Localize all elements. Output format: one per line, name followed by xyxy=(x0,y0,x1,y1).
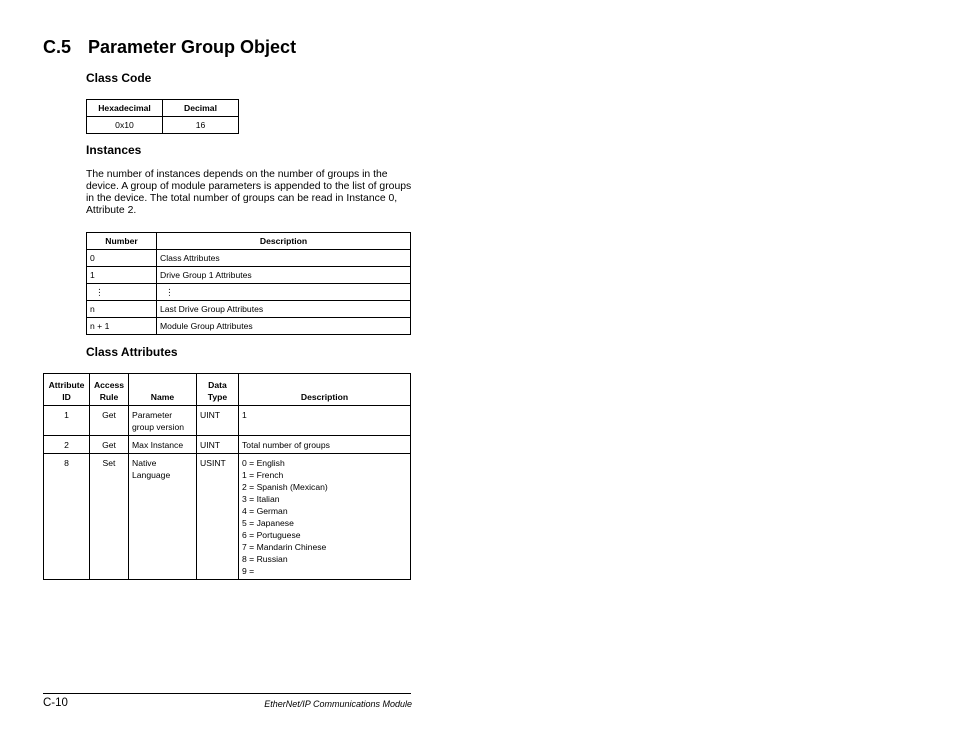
data-type-cell: UINT xyxy=(197,406,239,436)
ellipsis-cell: ⋮ xyxy=(157,284,411,301)
attribute-id-cell: 8 xyxy=(44,454,90,580)
cell-line: 7 = Mandarin Chinese xyxy=(242,542,327,552)
footer-divider xyxy=(43,693,411,694)
attribute-id-cell: 1 xyxy=(44,406,90,436)
access-rule-cell: Get xyxy=(90,436,129,454)
table-header-row xyxy=(44,374,411,406)
class-code-heading: Class Code xyxy=(86,71,152,85)
class-code-table xyxy=(86,99,239,134)
table-row xyxy=(87,250,411,267)
table-row xyxy=(87,318,411,335)
table-cell: 0 xyxy=(87,250,157,267)
document-title: EtherNet/IP Communications Module xyxy=(264,699,412,709)
table-cell: Drive Group 1 Attributes xyxy=(157,267,411,284)
instances-table xyxy=(86,232,411,335)
attributes-table-body xyxy=(44,406,411,580)
cell-line: 3 = Italian xyxy=(242,494,280,504)
column-header-name: Name xyxy=(129,374,197,406)
instances-paragraph: The number of instances depends on the number of groups in the device. A group of module parameters is appended to the list of groups in the device. The total number of groups can be read in Instance 0, Attribute 2. xyxy=(86,169,412,216)
column-header: Hexadecimal xyxy=(87,100,163,117)
header-line: Attribute xyxy=(48,380,85,390)
name-cell xyxy=(129,436,197,454)
section-heading: Parameter Group Object xyxy=(88,37,297,57)
page-number: C-10 xyxy=(43,697,68,709)
instances-heading: Instances xyxy=(86,143,142,157)
description-cell xyxy=(239,406,411,436)
description-cell xyxy=(239,436,411,454)
header-line: Data xyxy=(208,380,227,390)
table-row xyxy=(87,284,411,301)
section-title xyxy=(43,37,296,58)
cell-line: group version xyxy=(132,422,185,432)
table-row xyxy=(44,454,411,580)
name-cell xyxy=(129,406,197,436)
cell-line: Total number of groups xyxy=(242,440,330,450)
cell-line: 0 = English xyxy=(242,458,285,468)
cell-line: 4 = German xyxy=(242,506,288,516)
table-row xyxy=(44,406,411,436)
table-cell: Module Group Attributes xyxy=(157,318,411,335)
header-line: ID xyxy=(62,392,71,402)
header-line: Access xyxy=(93,380,125,390)
column-header: Number xyxy=(87,233,157,250)
column-header-description: Description xyxy=(239,374,411,406)
column-header-data-type xyxy=(197,374,239,406)
table-cell: Last Drive Group Attributes xyxy=(157,301,411,318)
cell-line: 9 = xyxy=(242,566,255,576)
table-row xyxy=(87,117,239,134)
data-type-cell: USINT xyxy=(197,454,239,580)
cell-line: 6 = Portuguese xyxy=(242,530,301,540)
table-cell: 0x10 xyxy=(87,117,163,134)
table-row xyxy=(87,267,411,284)
cell-line: Language xyxy=(132,470,171,480)
class-attributes-heading: Class Attributes xyxy=(86,345,178,359)
column-header-attribute-id xyxy=(44,374,90,406)
header-line: Type xyxy=(207,392,228,402)
cell-line: 5 = Japanese xyxy=(242,518,294,528)
access-rule-cell: Get xyxy=(90,406,129,436)
table-row xyxy=(87,301,411,318)
attribute-id-cell: 2 xyxy=(44,436,90,454)
column-header-access-rule xyxy=(90,374,129,406)
header-line: Rule xyxy=(99,392,119,402)
table-cell: 1 xyxy=(87,267,157,284)
table-cell: 16 xyxy=(163,117,239,134)
access-rule-cell: Set xyxy=(90,454,129,580)
cell-line: Parameter xyxy=(132,410,173,420)
cell-line: 2 = Spanish (Mexican) xyxy=(242,482,328,492)
column-header: Description xyxy=(157,233,411,250)
table-cell: n xyxy=(87,301,157,318)
name-cell xyxy=(129,454,197,580)
table-header-row xyxy=(87,233,411,250)
ellipsis-cell: ⋮ xyxy=(87,284,157,301)
cell-line: 1 = French xyxy=(242,470,284,480)
class-attributes-table xyxy=(43,373,411,580)
cell-line: 8 = Russian xyxy=(242,554,288,564)
table-row xyxy=(44,436,411,454)
column-header: Decimal xyxy=(163,100,239,117)
section-number: C.5 xyxy=(43,37,72,57)
cell-line: Max Instance xyxy=(132,440,184,450)
table-header-row xyxy=(87,100,239,117)
description-cell xyxy=(239,454,411,580)
cell-line: 1 xyxy=(242,410,247,420)
table-cell: Class Attributes xyxy=(157,250,411,267)
data-type-cell: UINT xyxy=(197,436,239,454)
table-cell: n + 1 xyxy=(87,318,157,335)
cell-line: Native xyxy=(132,458,157,468)
